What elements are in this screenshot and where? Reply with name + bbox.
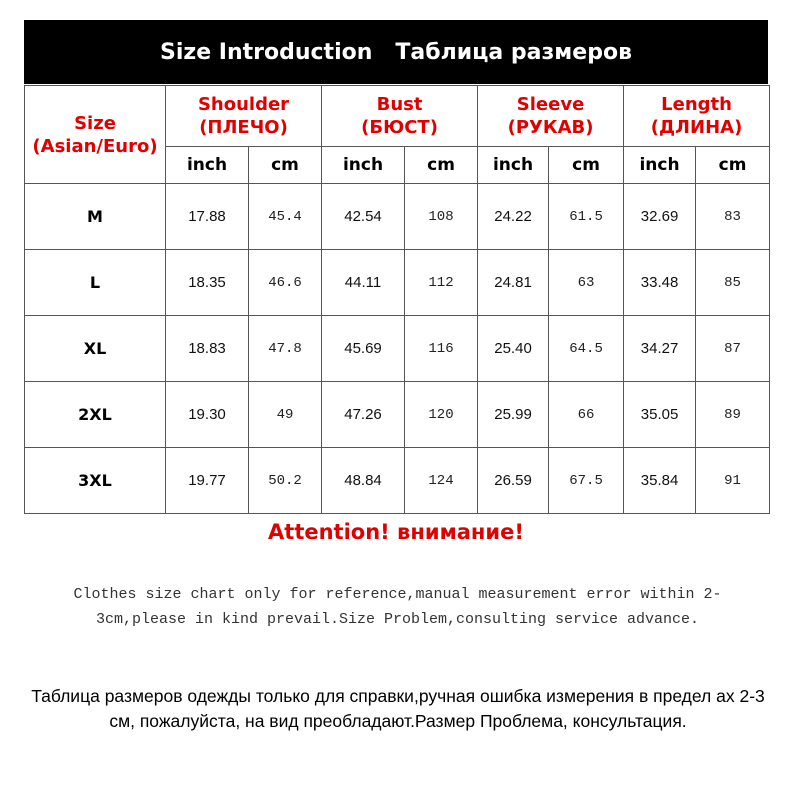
table-cell: 26.59: [478, 448, 549, 514]
sleeve-header-en: Sleeve: [516, 94, 585, 115]
table-cell: 85: [696, 250, 770, 316]
table-cell: 19.30: [166, 382, 249, 448]
table-cell: 18.35: [166, 250, 249, 316]
table-cell: 49: [249, 382, 322, 448]
table-cell: 19.77: [166, 448, 249, 514]
shoulder-header-ru: (ПЛЕЧО): [199, 117, 288, 138]
bust-header: [322, 86, 478, 147]
table-cell: 64.5: [549, 316, 624, 382]
attention-heading: Attention! внимание!: [268, 520, 524, 544]
table-cell: 108: [405, 184, 478, 250]
title-en: Size Introduction: [160, 39, 373, 65]
length-header-en: Length: [661, 94, 732, 115]
length-header-ru: (ДЛИНА): [650, 117, 743, 138]
size-label: 2XL: [25, 382, 166, 448]
table-cell: 112: [405, 250, 478, 316]
table-cell: 116: [405, 316, 478, 382]
size-column-header: [25, 86, 166, 184]
size-label: L: [25, 250, 166, 316]
table-cell: 44.11: [322, 250, 405, 316]
table-cell: 120: [405, 382, 478, 448]
unit-header-inch: inch: [478, 147, 549, 184]
table-cell: 32.69: [624, 184, 696, 250]
table-cell: 45.4: [249, 184, 322, 250]
title-bar: [24, 20, 768, 84]
title-gap: [372, 40, 395, 65]
note-russian: Таблица размеров одежды только для справки,ручная ошибка измерения в предел ах 2-3 см, пожалуйста, на вид преобладают.Размер Проблема, консультация.: [31, 686, 765, 731]
table-cell: 25.40: [478, 316, 549, 382]
sleeve-header-ru: (РУКАВ): [507, 117, 594, 138]
table-cell: 47.8: [249, 316, 322, 382]
table-cell: 91: [696, 448, 770, 514]
note-english: Clothes size chart only for reference,manual measurement error within 2-3cm,please in kind prevail.Size Problem,consulting service advance.: [73, 586, 722, 628]
table-cell: 67.5: [549, 448, 624, 514]
table-cell: 25.99: [478, 382, 549, 448]
table-cell: 66: [549, 382, 624, 448]
table-cell: 87: [696, 316, 770, 382]
unit-header-cm: cm: [549, 147, 624, 184]
bust-header-en: Bust: [376, 94, 423, 115]
unit-header-cm: cm: [249, 147, 322, 184]
table-cell: 35.05: [624, 382, 696, 448]
table-row: [25, 316, 770, 382]
table-cell: 42.54: [322, 184, 405, 250]
table-cell: 18.83: [166, 316, 249, 382]
table-cell: 46.6: [249, 250, 322, 316]
bust-header-ru: (БЮСТ): [361, 117, 438, 138]
table-row: [25, 448, 770, 514]
size-label: XL: [25, 316, 166, 382]
table-cell: 48.84: [322, 448, 405, 514]
table-row: [25, 250, 770, 316]
table-cell: 89: [696, 382, 770, 448]
table-cell: 33.48: [624, 250, 696, 316]
shoulder-header: [166, 86, 322, 147]
table-cell: 35.84: [624, 448, 696, 514]
size-header-line1: Size: [74, 112, 116, 134]
unit-header-cm: cm: [696, 147, 770, 184]
size-header-line2: (Asian/Euro): [32, 135, 158, 157]
table-cell: 63: [549, 250, 624, 316]
table-cell: 24.22: [478, 184, 549, 250]
table-cell: 17.88: [166, 184, 249, 250]
unit-header-cm: cm: [405, 147, 478, 184]
table-cell: 50.2: [249, 448, 322, 514]
sleeve-header: [478, 86, 624, 147]
table-cell: 83: [696, 184, 770, 250]
size-label: 3XL: [25, 448, 166, 514]
length-header: [624, 86, 770, 147]
table-row: [25, 184, 770, 250]
unit-header-inch: inch: [166, 147, 249, 184]
title-ru: Таблица размеров: [395, 39, 632, 65]
size-table: [24, 85, 770, 514]
table-cell: 45.69: [322, 316, 405, 382]
table-cell: 34.27: [624, 316, 696, 382]
size-label: M: [25, 184, 166, 250]
table-cell: 47.26: [322, 382, 405, 448]
table-cell: 124: [405, 448, 478, 514]
shoulder-header-en: Shoulder: [197, 94, 290, 115]
table-row: [25, 382, 770, 448]
table-cell: 61.5: [549, 184, 624, 250]
unit-header-inch: inch: [322, 147, 405, 184]
table-cell: 24.81: [478, 250, 549, 316]
unit-header-inch: inch: [624, 147, 696, 184]
